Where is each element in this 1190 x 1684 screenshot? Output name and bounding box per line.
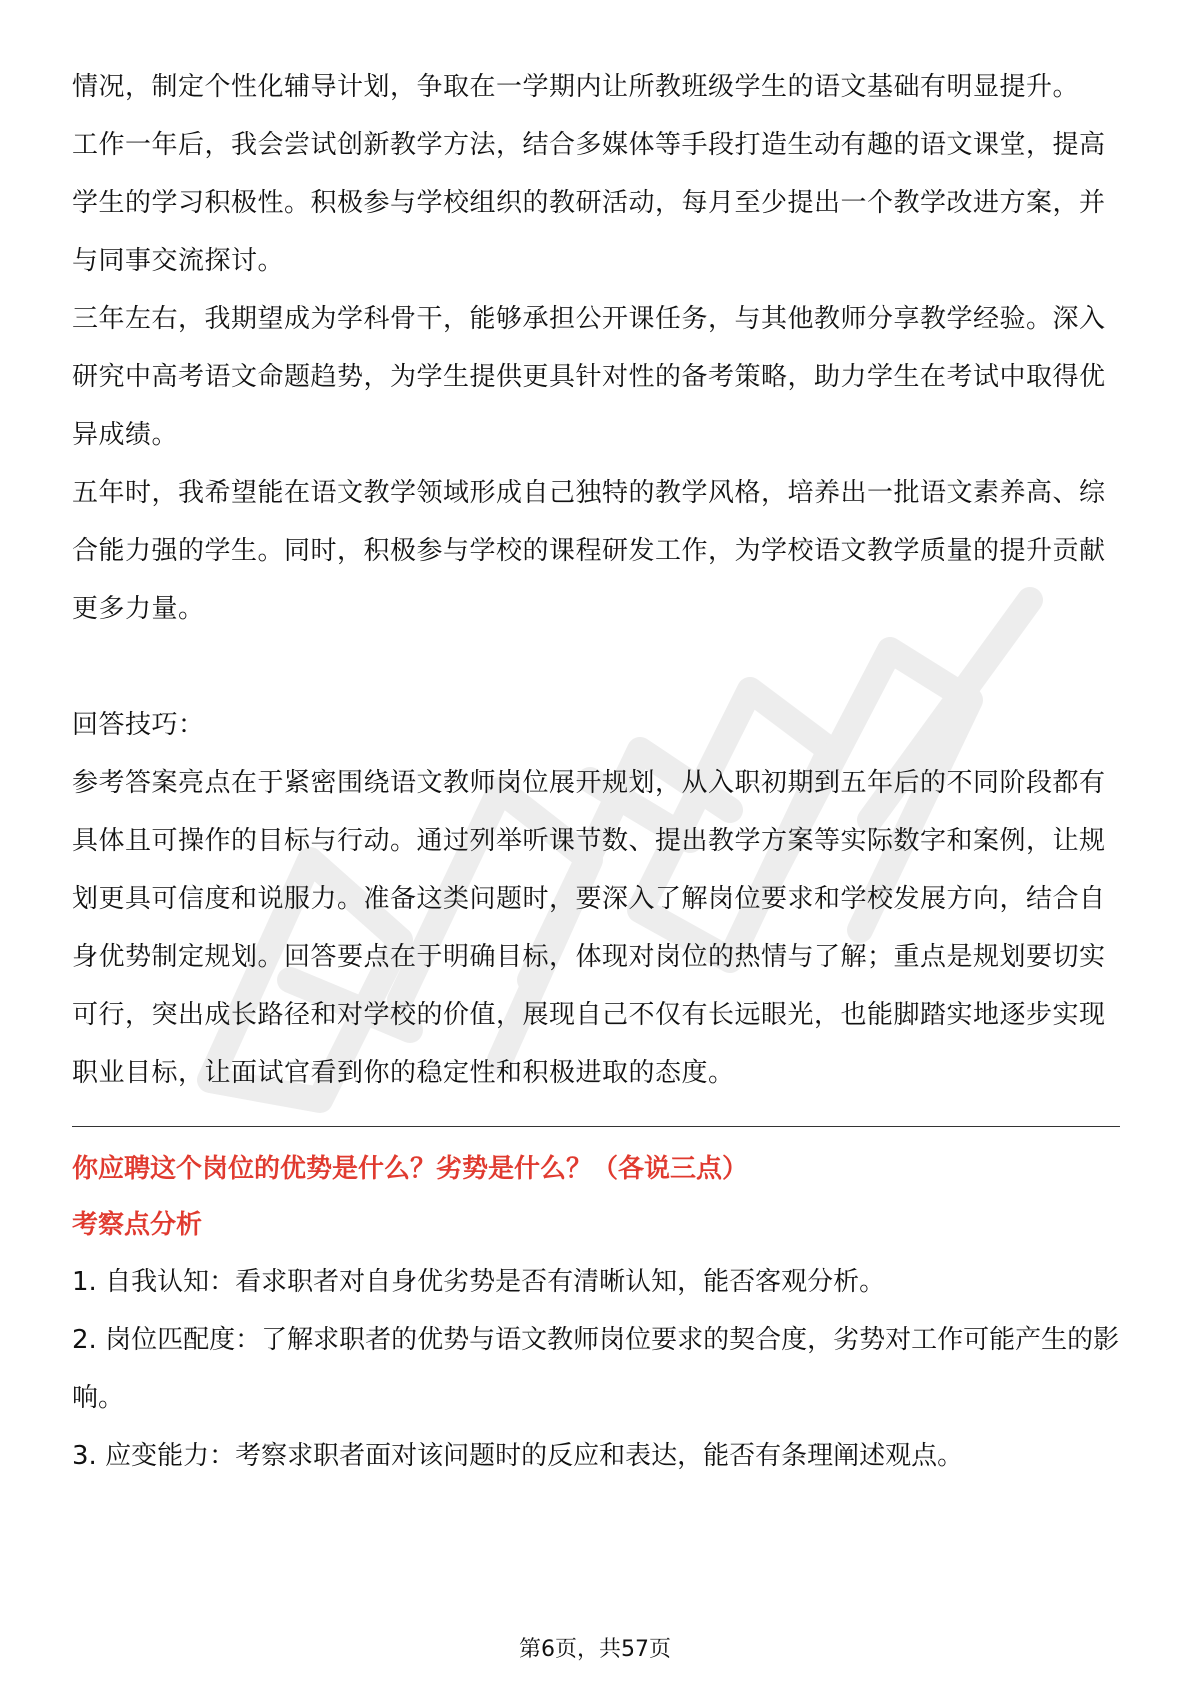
section-spacer bbox=[72, 638, 1122, 696]
analysis-point-1: 1. 自我认知：看求职者对自身优劣势是否有清晰认知，能否客观分析。 bbox=[72, 1267, 886, 1297]
tips-text: 参考答案亮点在于紧密围绕语文教师岗位展开规划，从入职初期到五年后的不同阶段都有具体且可操作的目标与行动。通过列举听课节数、提出教学方案等实际数字和案例，让规划更具可信度和说服力。准备这类问题时，要深入了解岗位要求和学校发展方向，结合自身优势制定规划。回答要点在于明确目标，体现对岗位的热情与了解；重点是规划要切实可行，突出成长路径和对学校的价值，展现自己不仅有长远眼光，也能脚踏实地逐步实现职业目标，让面试官看到你的稳定性和积极进取的态度。 bbox=[72, 768, 1106, 1088]
paragraph-plan-intro: 情况，制定个性化辅导计划，争取在一学期内让所教班级学生的语文基础有明显提升。 bbox=[72, 72, 1080, 102]
page-number: 第6页，共57页 bbox=[519, 1637, 671, 1662]
analysis-point-2: 2. 岗位匹配度：了解求职者的优势与语文教师岗位要求的契合度，劣势对工作可能产生的影响。 bbox=[72, 1325, 1120, 1413]
analysis-heading: 考察点分析 bbox=[72, 1210, 203, 1240]
tips-label: 回答技巧： bbox=[72, 710, 205, 740]
paragraph-plan-year-five: 五年时，我希望能在语文教学领域形成自己独特的教学风格，培养出一批语文素养高、综合能力强的学生。同时，积极参与学校的课程研发工作，为学校语文教学质量的提升贡献更多力量。 bbox=[72, 478, 1106, 624]
paragraph-plan-year-three: 三年左右，我期望成为学科骨干，能够承担公开课任务，与其他教师分享教学经验。深入研究中高考语文命题趋势，为学生提供更具针对性的备考策略，助力学生在考试中取得优异成绩。 bbox=[72, 304, 1106, 450]
section-divider bbox=[72, 1126, 1120, 1127]
question-title: 你应聘这个岗位的优势是什么？劣势是什么？（各说三点） bbox=[72, 1154, 749, 1184]
analysis-point-3: 3. 应变能力：考察求职者面对该问题时的反应和表达，能否有条理阐述观点。 bbox=[72, 1441, 964, 1471]
paragraph-plan-year-one: 工作一年后，我会尝试创新教学方法，结合多媒体等手段打造生动有趣的语文课堂，提高学生的学习积极性。积极参与学校组织的教研活动，每月至少提出一个教学改进方案，并与同事交流探讨。 bbox=[72, 130, 1106, 276]
main-content bbox=[72, 58, 1122, 1485]
